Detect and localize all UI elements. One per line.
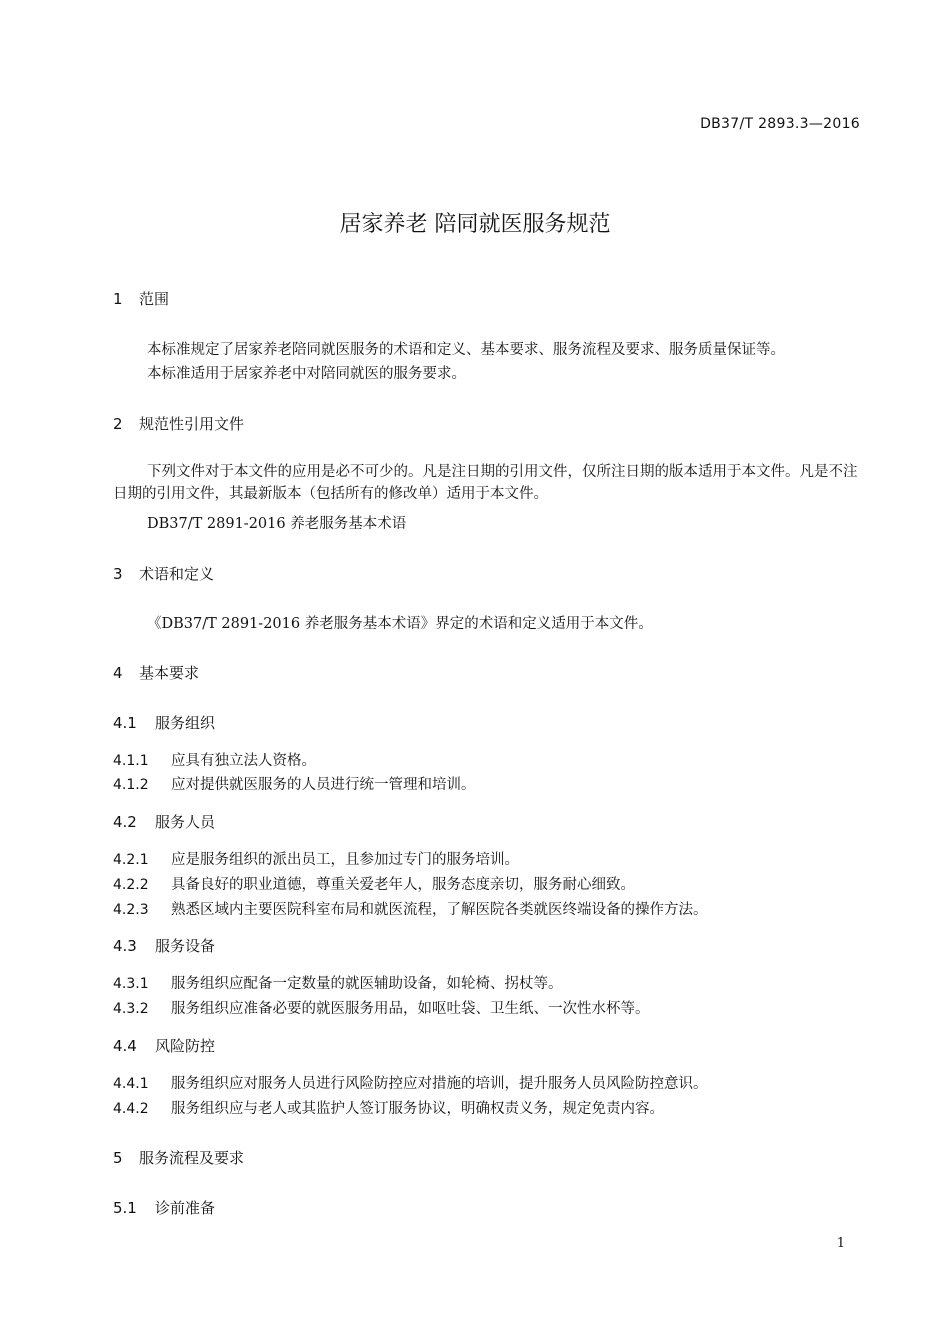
clause-text: 熟悉区域内主要医院科室布局和就医流程，了解医院各类就医终端设备的操作方法。 — [171, 902, 708, 918]
subsection-title: 诊前准备 — [155, 1199, 216, 1217]
clause-number: 4.2.3 — [113, 902, 149, 918]
section-number: 2 — [113, 415, 123, 433]
clause-number: 4.3.1 — [113, 976, 149, 992]
section-number: 3 — [113, 565, 123, 583]
section-1-paragraph-2: 本标准适用于居家养老中对陪同就医的服务要求。 — [147, 366, 466, 382]
section-number: 1 — [113, 290, 123, 308]
clause-4-4-2 — [113, 1097, 664, 1118]
subsection-number: 4.4 — [113, 1037, 137, 1055]
section-2-heading — [113, 413, 244, 434]
clause-number: 4.1.1 — [113, 753, 149, 769]
clause-number: 4.4.1 — [113, 1076, 149, 1092]
clause-text: 服务组织应与老人或其监护人签订服务协议，明确权责义务，规定免责内容。 — [171, 1101, 664, 1117]
clause-text: 服务组织应对服务人员进行风险防控应对措施的培训，提升服务人员风险防控意识。 — [171, 1076, 708, 1092]
clause-4-4-1 — [113, 1072, 708, 1093]
section-title: 服务流程及要求 — [139, 1149, 245, 1167]
clause-4-2-1 — [113, 848, 519, 869]
subsection-4-3-heading — [113, 935, 215, 956]
subsection-title: 服务组织 — [155, 714, 216, 732]
clause-number: 4.2.1 — [113, 852, 149, 868]
subsection-title: 风险防控 — [155, 1037, 216, 1055]
clause-text: 应是服务组织的派出员工，且参加过专门的服务培训。 — [171, 852, 519, 868]
subsection-number: 4.1 — [113, 714, 137, 732]
clause-number: 4.1.2 — [113, 777, 149, 793]
subsection-number: 4.3 — [113, 937, 137, 955]
clause-4-2-3 — [113, 898, 708, 919]
clause-4-2-2 — [113, 873, 635, 894]
clause-4-3-2 — [113, 997, 650, 1018]
section-title: 规范性引用文件 — [139, 415, 245, 433]
section-1-paragraph-1: 本标准规定了居家养老陪同就医服务的术语和定义、基本要求、服务流程及要求、服务质量保证等。 — [147, 342, 785, 358]
clause-text: 应对提供就医服务的人员进行统一管理和培训。 — [171, 777, 476, 793]
section-title: 范围 — [139, 290, 170, 308]
normative-reference: DB37/T 2891-2016 养老服务基本术语 — [147, 516, 407, 532]
section-number: 4 — [113, 664, 123, 682]
clause-text: 服务组织应准备必要的就医服务用品，如呕吐袋、卫生纸、一次性水杯等。 — [171, 1001, 650, 1017]
subsection-4-4-heading — [113, 1035, 215, 1056]
section-3-paragraph-1: 《DB37/T 2891-2016 养老服务基本术语》界定的术语和定义适用于本文件。 — [147, 616, 653, 632]
clause-number: 4.3.2 — [113, 1001, 149, 1017]
page-title: 居家养老 陪同就医服务规范 — [339, 212, 611, 237]
clause-4-1-2 — [113, 773, 476, 794]
subsection-4-1-heading — [113, 712, 215, 733]
section-3-heading — [113, 563, 214, 584]
subsection-5-1-heading — [113, 1197, 215, 1218]
section-title: 基本要求 — [139, 664, 200, 682]
section-number: 5 — [113, 1149, 123, 1167]
section-title: 术语和定义 — [139, 565, 215, 583]
subsection-title: 服务设备 — [155, 937, 216, 955]
clause-text: 应具有独立法人资格。 — [171, 753, 316, 769]
clause-4-1-1 — [113, 749, 316, 770]
section-2-paragraph-1: 下列文件对于本文件的应用是必不可少的。凡是注日期的引用文件，仅所注日期的版本适用于本文件。凡是不注日期的引用文件，其最新版本（包括所有的修改单）适用于本文件。 — [113, 464, 858, 502]
subsection-number: 5.1 — [113, 1199, 137, 1217]
subsection-title: 服务人员 — [155, 813, 216, 831]
document-number: DB37/T 2893.3—2016 — [700, 116, 860, 132]
subsection-number: 4.2 — [113, 813, 137, 831]
page-number: 1 — [836, 1236, 845, 1251]
section-5-heading — [113, 1147, 244, 1168]
clause-4-3-1 — [113, 972, 563, 993]
section-1-heading — [113, 288, 169, 309]
section-4-heading — [113, 662, 199, 683]
subsection-4-2-heading — [113, 811, 215, 832]
clause-text: 具备良好的职业道德，尊重关爱老年人，服务态度亲切，服务耐心细致。 — [171, 877, 635, 893]
clause-number: 4.4.2 — [113, 1101, 149, 1117]
clause-text: 服务组织应配备一定数量的就医辅助设备，如轮椅、拐杖等。 — [171, 976, 563, 992]
clause-number: 4.2.2 — [113, 877, 149, 893]
